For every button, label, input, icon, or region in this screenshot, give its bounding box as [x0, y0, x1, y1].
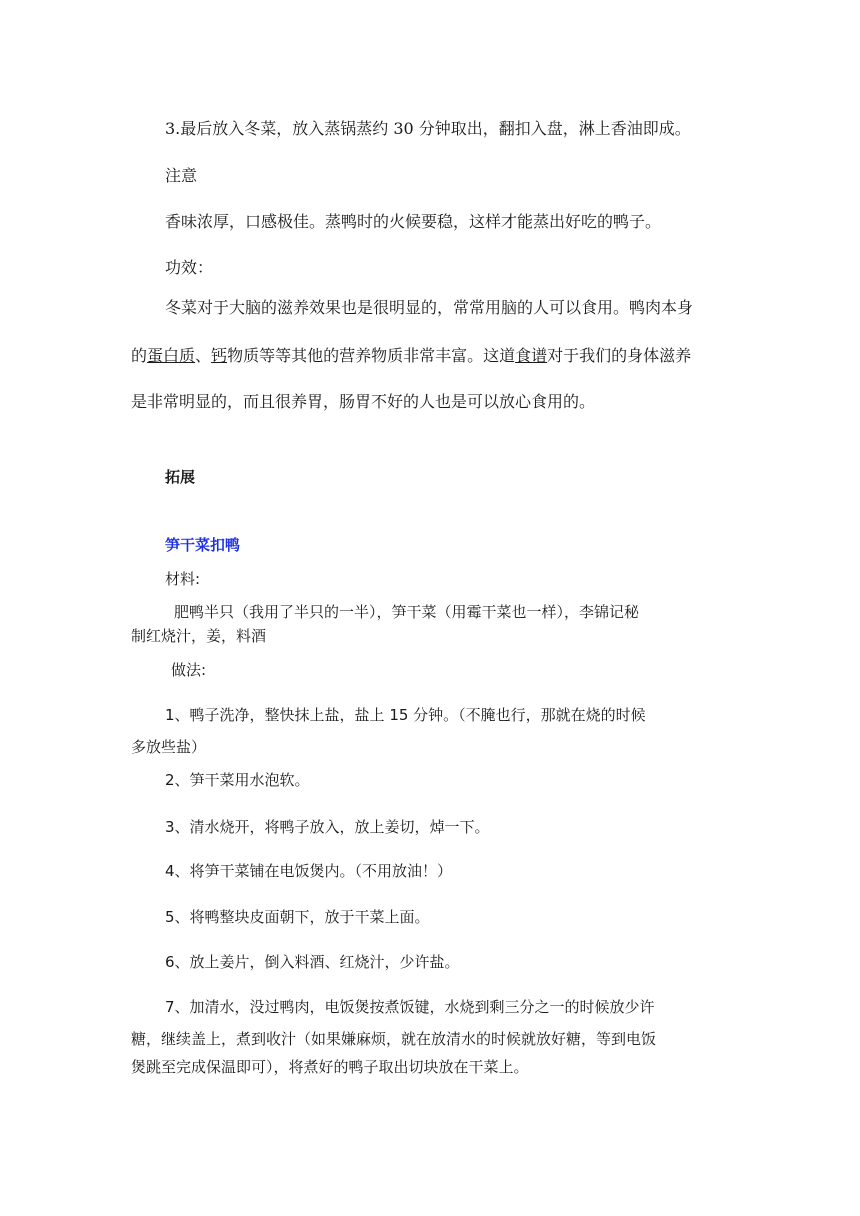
effect-text: 对于我们的身体滋养	[547, 346, 692, 365]
materials-line-2: 制红烧汁，姜，料酒	[131, 627, 267, 645]
method-step-3: 3、清水烧开，将鸭子放入，放上姜切，焯一下。	[165, 818, 490, 836]
method-step-1-line-1: 1、鸭子洗净，整快抹上盐，盐上 15 分钟。（不腌也行，那就在烧的时候	[165, 706, 646, 724]
note-heading: 注意	[165, 166, 198, 185]
note-text: 香味浓厚，口感极佳。蒸鸭时的火候要稳，这样才能蒸出好吃的鸭子。	[165, 212, 662, 231]
effect-paragraph-line-1: 冬菜对于大脑的滋养效果也是很明显的，常常用脑的人可以食用。鸭肉本身	[165, 298, 694, 317]
effect-paragraph-line-3: 是非常明显的，而且很养胃，肠胃不好的人也是可以放心食用的。	[131, 392, 596, 411]
method-step-7-line-1: 7、加清水，没过鸭肉，电饭煲按煮饭键，水烧到剩三分之一的时候放少许	[165, 998, 655, 1016]
method-label: 做法:	[171, 661, 207, 679]
method-step-2: 2、笋干菜用水泡软。	[165, 771, 310, 789]
materials-line-1: 肥鸭半只（我用了半只的一半），笋干菜（用霉干菜也一样），李锦记秘	[174, 603, 640, 621]
effect-text: 的	[131, 346, 148, 365]
materials-label: 材料:	[165, 570, 201, 588]
effect-paragraph-line-2	[131, 343, 691, 366]
method-step-1-line-2: 多放些盐）	[131, 738, 207, 756]
extension-heading: 拓展	[165, 468, 196, 486]
method-step-5: 5、将鸭整块皮面朝下，放于干菜上面。	[165, 908, 430, 926]
effect-text: 物质等等其他的营养物质非常丰富。这道	[227, 346, 516, 365]
recipe-title: 笋干菜扣鸭	[165, 536, 241, 554]
method-step-7-line-3: 煲跳至完成保温即可），将煮好的鸭子取出切块放在干菜上。	[131, 1058, 529, 1076]
step-3-text: 3.最后放入冬菜，放入蒸锅蒸约 30 分钟取出，翻扣入盘，淋上香油即成。	[165, 119, 691, 138]
effect-heading: 功效：	[165, 258, 214, 277]
recipe-link[interactable]: 食谱	[515, 346, 548, 365]
method-step-4: 4、将笋干菜铺在电饭煲内。（不用放油！）	[165, 862, 453, 880]
calcium-link[interactable]: 钙	[211, 346, 228, 365]
effect-text: 、	[195, 346, 212, 365]
protein-link[interactable]: 蛋白质	[147, 346, 196, 365]
method-step-6: 6、放上姜片，倒入料酒、红烧汁，少许盐。	[165, 953, 460, 971]
method-step-7-line-2: 糖，继续盖上，煮到收汁（如果嫌麻烦，就在放清水的时候就放好糖，等到电饭	[131, 1030, 657, 1048]
